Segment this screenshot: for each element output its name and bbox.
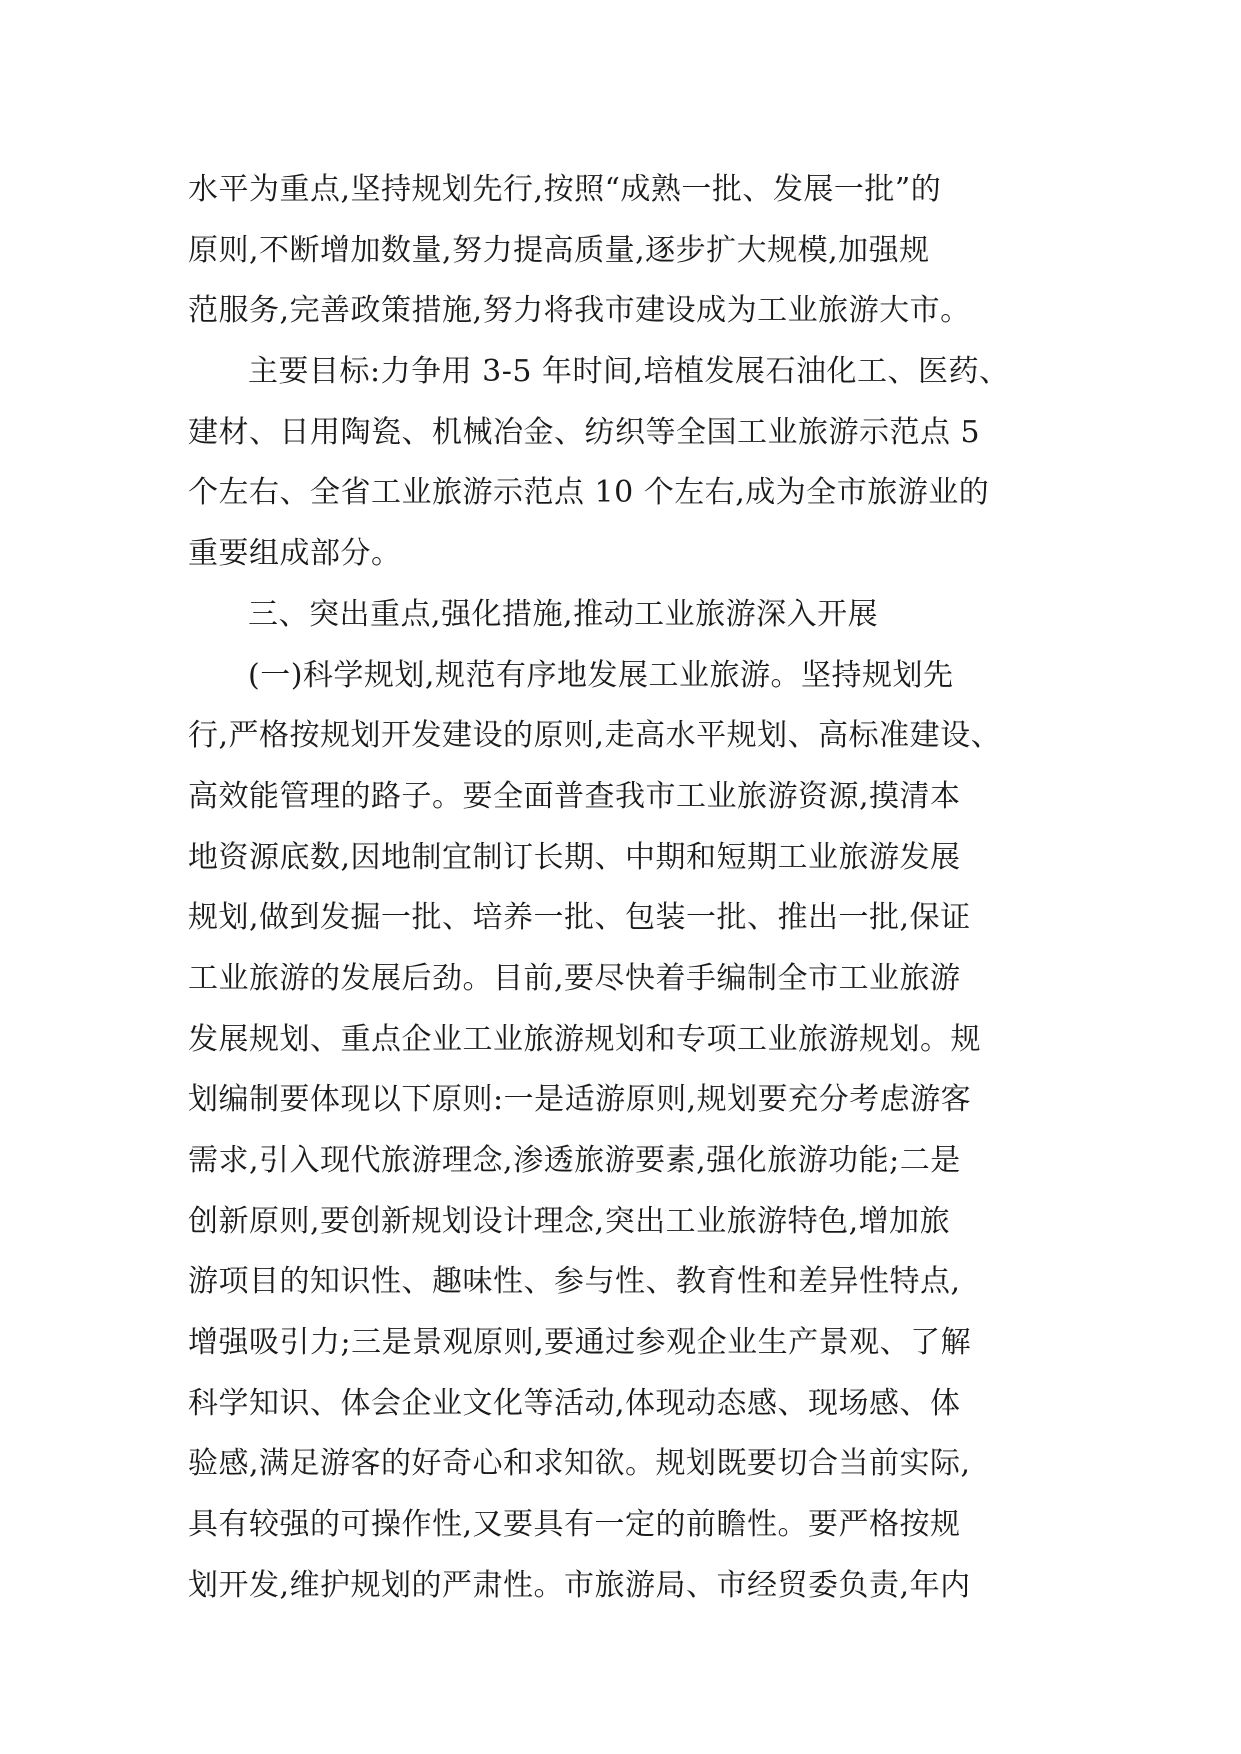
text-line: 地资源底数,因地制宜制订长期、中期和短期工业旅游发展 xyxy=(188,839,961,875)
text-line: 发展规划、重点企业工业旅游规划和专项工业旅游规划。规 xyxy=(188,1021,981,1057)
text-line: 建材、日用陶瓷、机械冶金、纺织等全国工业旅游示范点 5 xyxy=(188,414,981,450)
text-line: 划开发,维护规划的严肃性。市旅游局、市经贸委负责,年内 xyxy=(188,1567,971,1603)
text-line: 划编制要体现以下原则:一是适游原则,规划要充分考虑游客 xyxy=(188,1082,972,1118)
text-line: 增强吸引力;三是景观原则,要通过参观企业生产景观、了解 xyxy=(188,1325,972,1361)
text-line: 工业旅游的发展后劲。目前,要尽快着手编制全市工业旅游 xyxy=(188,960,961,996)
text-line: 科学知识、体会企业文化等活动,体现动态感、现场感、体 xyxy=(188,1385,961,1421)
section-heading: 三、突出重点,强化措施,推动工业旅游深入开展 xyxy=(248,596,879,632)
text-line: 创新原则,要创新规划设计理念,突出工业旅游特色,增加旅 xyxy=(188,1203,951,1239)
text-line: 具有较强的可操作性,又要具有一定的前瞻性。要严格按规 xyxy=(188,1507,961,1543)
text-line: 需求,引入现代旅游理念,渗透旅游要素,强化旅游功能;二是 xyxy=(188,1143,961,1178)
text-line: 游项目的知识性、趣味性、参与性、教育性和差异性特点, xyxy=(188,1264,961,1300)
text-line: 水平为重点,坚持规划先行,按照“成熟一批、发展一批”的 xyxy=(188,172,942,207)
paragraph-first-line: (一)科学规划,规范有序地发展工业旅游。坚持规划先 xyxy=(248,657,954,693)
text-line: 原则,不断增加数量,努力提高质量,逐步扩大规模,加强规 xyxy=(188,232,930,268)
text-line: 行,严格按规划开发建设的原则,走高水平规划、高标准建设、 xyxy=(188,718,1002,754)
body-text xyxy=(188,160,1068,1617)
text-line: 重要组成部分。 xyxy=(188,536,402,572)
text-line: 规划,做到发掘一批、培养一批、包装一批、推出一批,保证 xyxy=(188,900,971,936)
text-line: 验感,满足游客的好奇心和求知欲。规划既要切合当前实际, xyxy=(188,1446,971,1482)
text-line: 范服务,完善政策措施,努力将我市建设成为工业旅游大市。 xyxy=(188,293,971,329)
paragraph-first-line: 主要目标:力争用 3-5 年时间,培植发展石油化工、医药、 xyxy=(248,354,1010,390)
text-line: 高效能管理的路子。要全面普查我市工业旅游资源,摸清本 xyxy=(188,778,961,814)
text-line: 个左右、全省工业旅游示范点 10 个左右,成为全市旅游业的 xyxy=(188,475,990,511)
